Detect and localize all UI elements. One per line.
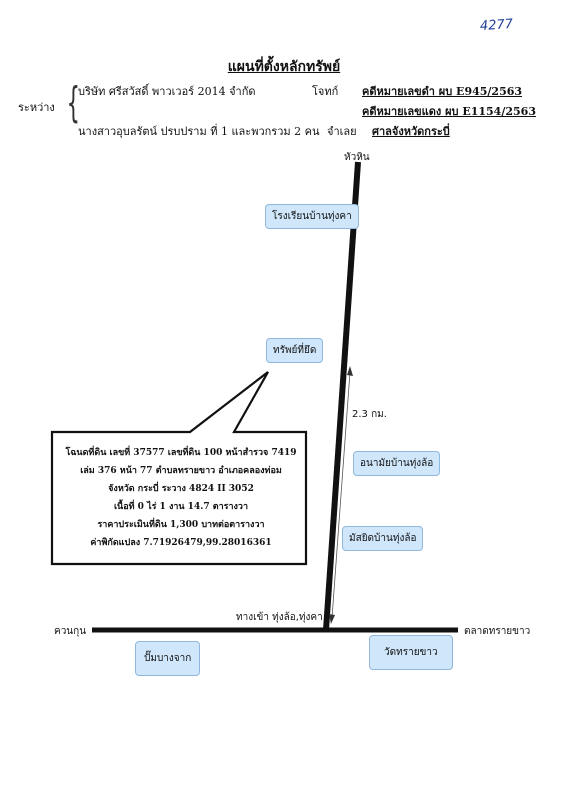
landmark-gas-station: ปั๊มบางจาก: [135, 641, 200, 676]
page-title: แผนที่ตั้งหลักทรัพย์: [227, 59, 341, 75]
main-road-north: [326, 162, 358, 630]
court-name: ศาลจังหวัดกระบี่: [372, 125, 450, 138]
brace-symbol: {: [66, 78, 81, 127]
landmark-temple: วัดทรายขาว: [369, 635, 453, 670]
junction-label: ทางเข้า ทุ่งล้อ,ทุ่งคา: [236, 612, 323, 623]
east-label: ตลาดทรายขาว: [464, 626, 531, 637]
between-label: ระหว่าง: [18, 101, 55, 114]
deed-line-6: ค่าพิกัดแปลง 7.71926479,99.28016361: [90, 538, 272, 548]
distance-label: 2.3 กม.: [352, 409, 387, 420]
land-deed-details: [56, 444, 306, 552]
north-label: หัวหิน: [344, 152, 370, 163]
plaintiff-name: บริษัท ศรีสวัสดิ์ พาวเวอร์ 2014 จำกัด: [78, 85, 256, 98]
defendant-role: จำเลย: [327, 125, 357, 138]
deed-line-3: จังหวัด กระบี่ ระวาง 4824 II 3052: [108, 484, 254, 494]
deed-line-2: เล่ม 376 หน้า 77 ตำบลทรายขาว อำเภอคลองท่อม: [80, 466, 282, 476]
red-case-number: คดีหมายเลขแดง ผบ E1154/2563: [362, 105, 536, 118]
deed-line-4: เนื้อที่ 0 ไร่ 1 งาน 14.7 ตารางวา: [113, 502, 249, 512]
distance-arrow-head-top: [347, 366, 353, 376]
deed-line-5: ราคาประเมินที่ดิน 1,300 บาทต่อตารางวา: [97, 520, 265, 530]
landmark-health-center: อนามัยบ้านทุ่งล้อ: [353, 451, 440, 476]
landmark-school: โรงเรียนบ้านทุ่งคา: [265, 204, 359, 229]
landmark-mosque: มัสยิดบ้านทุ่งล้อ: [342, 526, 423, 551]
plaintiff-role: โจทก์: [312, 85, 339, 98]
distance-arrow-head-bottom: [329, 614, 335, 624]
black-case-number: คดีหมายเลขดำ ผบ E945/2563: [362, 85, 523, 98]
west-label: ควนกุน: [54, 626, 87, 637]
deed-line-1: โฉนดที่ดิน เลขที่ 37577 เลขที่ดิน 100 หน้าสำรวจ 7419: [65, 448, 297, 458]
defendant-name: นางสาวอุบลรัตน์ ปรบปราม ที่ 1 และพวกรวม 2 คน: [78, 125, 320, 138]
page-number: 4277: [479, 16, 514, 35]
landmark-property: ทรัพย์ที่ยึด: [266, 338, 323, 363]
